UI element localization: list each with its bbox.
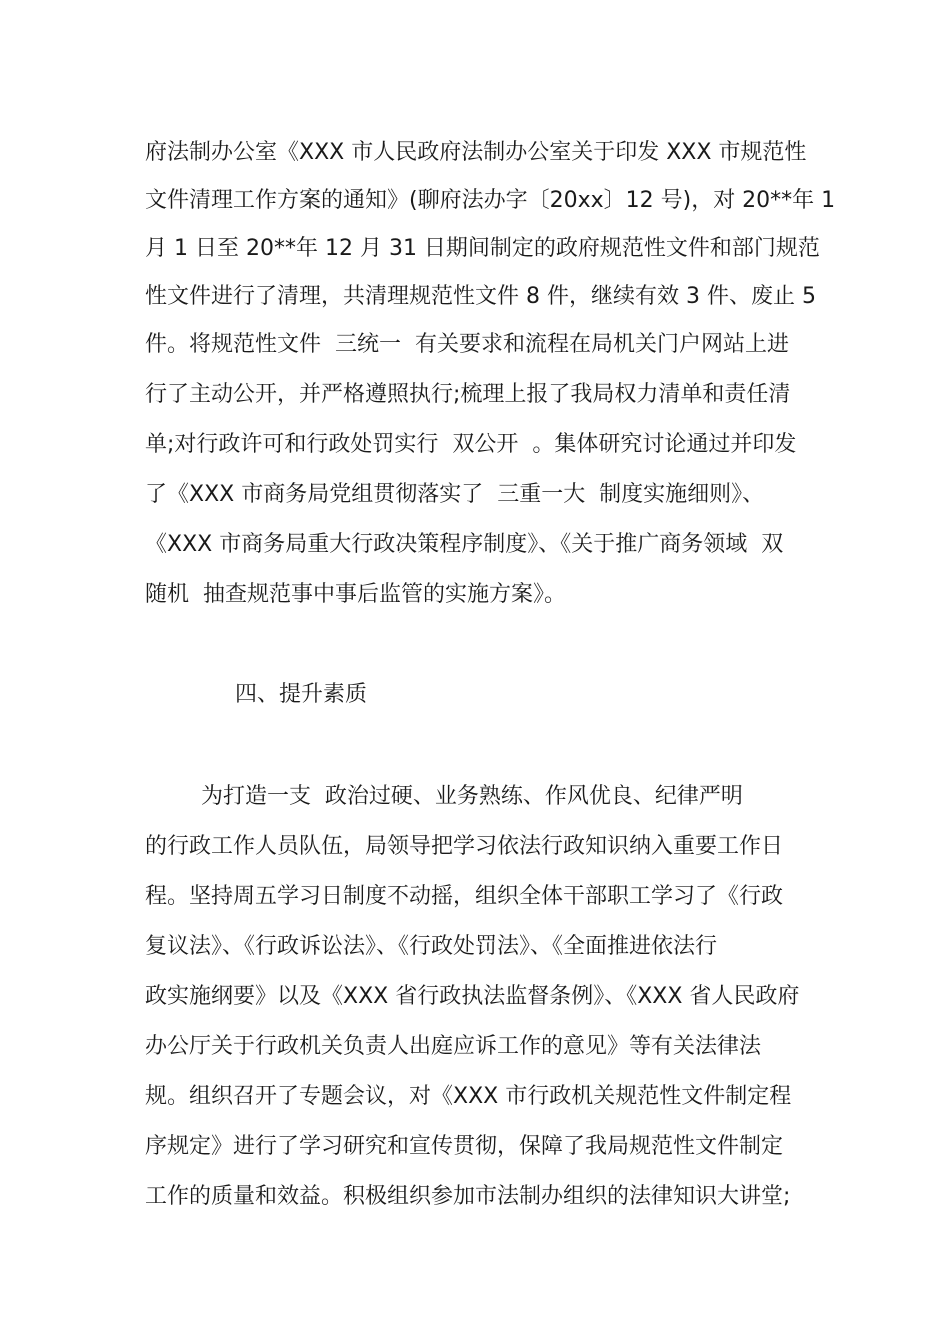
paragraph-1-line: 文件清理工作方案的通知》(聊府法办字〔20xx〕12 号)，对 20**年 1 <box>145 188 836 213</box>
paragraph-1-line: 性文件进行了清理，共清理规范性文件 8 件，继续有效 3 件、废止 5 <box>145 284 816 309</box>
paragraph-2-line: 政实施纲要》以及《XXX 省行政执法监督条例》、《XXX 省人民政府 <box>145 984 800 1009</box>
paragraph-1-line: 《XXX 市商务局重大行政决策程序制度》、《关于推广商务领域 双 <box>145 532 784 557</box>
paragraph-2-line: 复议法》、《行政诉讼法》、《行政处罚法》、《全面推进依法行 <box>145 934 718 959</box>
section-heading: 四、提升素质 <box>235 682 368 707</box>
paragraph-1-line: 府法制办公室《XXX 市人民政府法制办公室关于印发 XXX 市规范性 <box>145 140 807 165</box>
paragraph-1-line: 行了主动公开，并严格遵照执行;梳理上报了我局权力清单和责任清 <box>145 382 791 407</box>
paragraph-2-line: 规。组织召开了专题会议，对《XXX 市行政机关规范性文件制定程 <box>145 1084 792 1109</box>
paragraph-2-line: 工作的质量和效益。积极组织参加市法制办组织的法律知识大讲堂; <box>145 1184 791 1209</box>
paragraph-1-line: 月 1 日至 20**年 12 月 31 日期间制定的政府规范性文件和部门规范 <box>145 236 820 261</box>
paragraph-2-line: 办公厅关于行政机关负责人出庭应诉工作的意见》等有关法律法 <box>145 1034 762 1059</box>
paragraph-2-line: 的行政工作人员队伍，局领导把学习依法行政知识纳入重要工作日 <box>145 834 784 859</box>
paragraph-2-line: 序规定》进行了学习研究和宣传贯彻，保障了我局规范性文件制定 <box>145 1134 784 1159</box>
paragraph-1-line: 单;对行政许可和行政处罚实行 双公开 。集体研究讨论通过并印发 <box>145 432 797 457</box>
paragraph-1-line: 随机 抽查规范事中事后监管的实施方案》。 <box>145 582 566 607</box>
paragraph-2-line: 为打造一支 政治过硬、业务熟练、作风优良、纪律严明 <box>145 784 743 809</box>
paragraph-1-line: 件。将规范性文件 三统一 有关要求和流程在局机关门户网站上进 <box>145 332 789 357</box>
paragraph-1-line: 了《XXX 市商务局党组贯彻落实了 三重一大 制度实施细则》、 <box>145 482 765 507</box>
paragraph-2-line: 程。坚持周五学习日制度不动摇，组织全体干部职工学习了《行政 <box>145 884 784 909</box>
